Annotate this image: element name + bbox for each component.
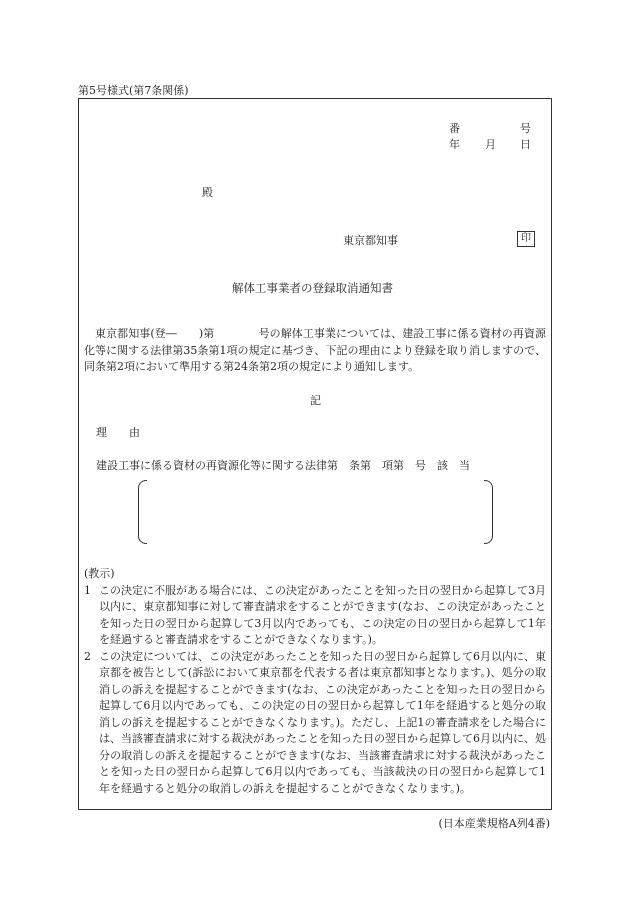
body-paragraph: 東京都知事(登― )第 号の解体工事業については、建設工事に係る資材の再資源化等に関する法律第35条第1項の規定に基づき、下記の理由により登録を取り消しますので、同条第2項において準用する第24条第2項の規定により通知します。 [84, 327, 546, 373]
bracket-left [138, 480, 147, 544]
paper-size-note: (日本産業規格A列4番) [438, 817, 550, 830]
document-title: 解体工事業者の登録取消通知書 [232, 281, 393, 295]
date-year: 年 [449, 138, 460, 151]
instruction-text: この決定に不服がある場合には、この決定があったことを知った日の翌日から起算して3月以内に、東京都知事に対して審査請求をすることができます(なお、この決定があったことを知った日の翌日から起算して3月以内であっても、この決定の日の翌日から起算して1年を経過すると審査請求をすることができなくなります。)。 [99, 583, 546, 646]
instruction-text: この決定については、この決定があったことを知った日の翌日から起算して6月以内に、東京都を被告として(訴訟において東京都を代表する者は東京都知事となります。)、処分の取消しの訴えを提起することができます(なお、この決定があったことを知った日の翌日から起算して6月以内であっても、この決定の日の翌日から起算して1年を経過すると処分の取消しの訴えを提起することができなくなります。)。ただし、上記1の審査請求をした場合には、当該審査請求に対する裁決があったことを知った日の翌日から起算して6月以内に、処分の取消しの訴えを提起することができます(なお、当該審査請求に対する裁決があったことを知った日の翌日から起算して6月以内であっても、当該裁決の日の翌日から起算して1年を経過すると処分の取消しの訴えを提起することができなくなります。)。 [99, 649, 546, 795]
seal-mark: 印 [517, 231, 535, 247]
instruction-item [84, 649, 546, 798]
instruction-number: 1 [84, 583, 91, 597]
ki-heading: 記 [310, 394, 321, 407]
instruction-number: 2 [84, 649, 91, 663]
reason-law-line: 建設工事に係る資材の再資源化等に関する法律第 条第 項第 号 該 当 [96, 459, 470, 472]
instructions-heading: (教示) [84, 567, 115, 580]
reason-label: 理 由 [96, 426, 140, 439]
date-day: 日 [520, 138, 531, 151]
number-prefix: 番 [449, 122, 460, 135]
bracket-right [484, 480, 493, 544]
number-suffix: 号 [520, 122, 531, 135]
instruction-item [84, 583, 546, 649]
date-month: 月 [485, 138, 496, 151]
form-label: 第5号様式(第7条関係) [78, 84, 189, 97]
issuer-name: 東京都知事 [343, 234, 398, 247]
addressee-suffix: 殿 [202, 186, 213, 199]
instructions-block [84, 566, 546, 797]
